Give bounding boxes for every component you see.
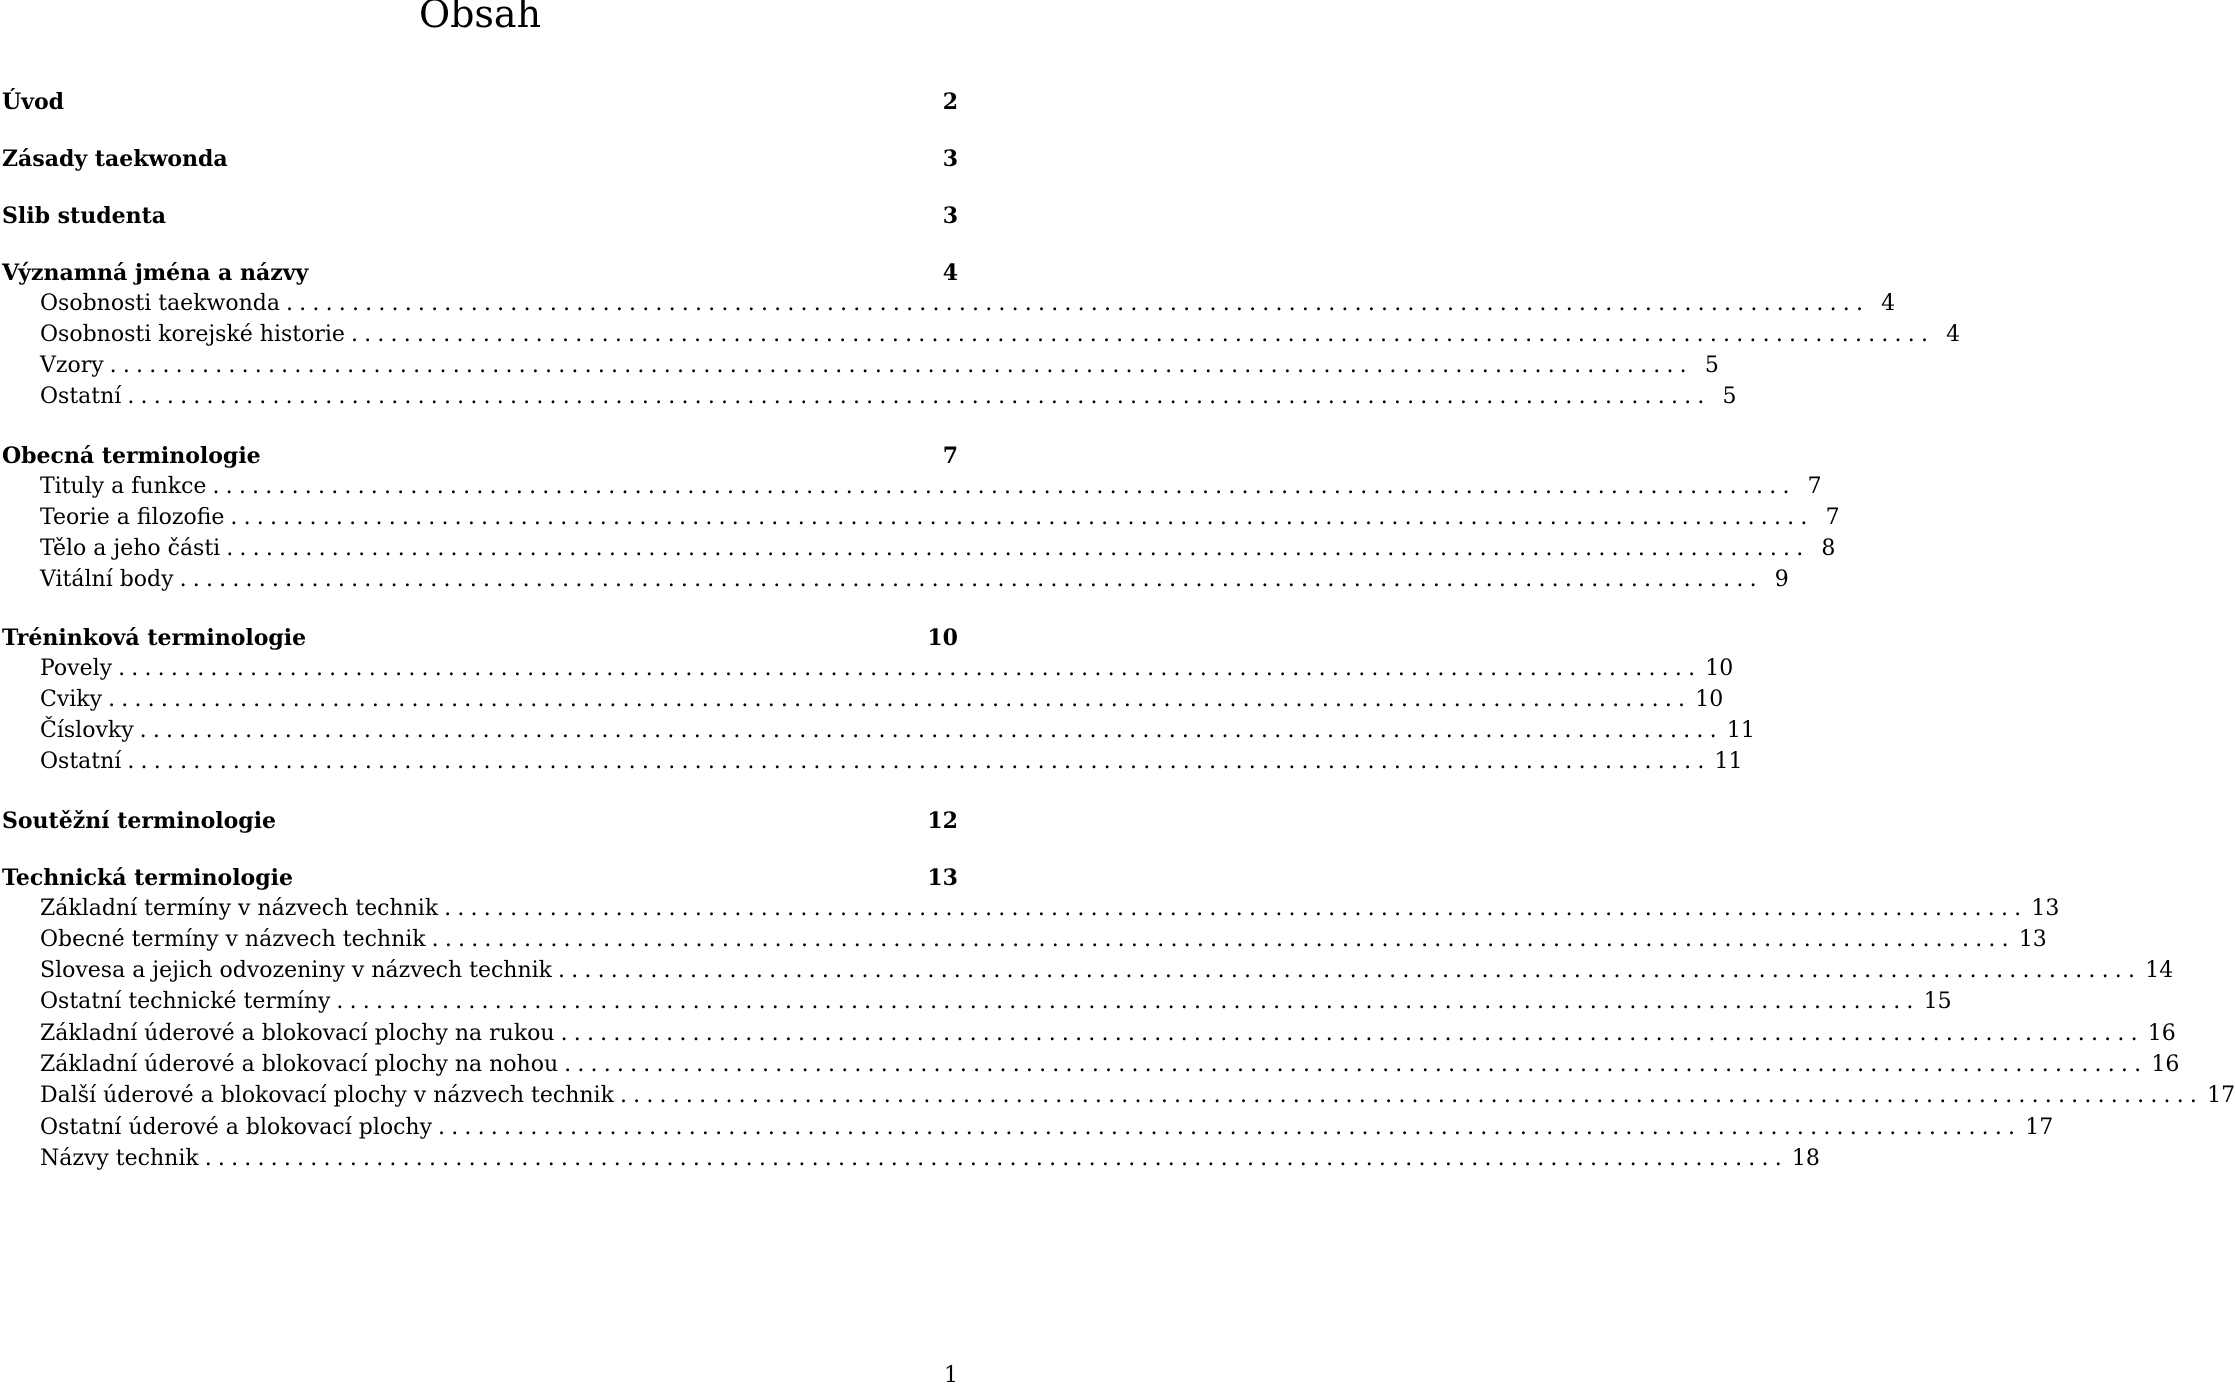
toc-leader-dots: ........................................................................................................................ (179, 567, 1763, 592)
toc-entry-title: Cviky (40, 687, 103, 712)
toc-entry-page: 18 (1791, 1146, 1820, 1171)
toc-entry-page: 13 (2018, 927, 2047, 952)
toc-leader-dots: ........................................................................................................................ (230, 505, 1814, 530)
toc-entry-page: 5 (1722, 384, 1737, 409)
toc-leader-dots: ........................................................................................................................ (558, 958, 2142, 983)
toc-entry-page: 11 (1714, 749, 1743, 774)
toc-entry[interactable] (40, 1050, 2180, 1080)
toc-leader-dots: ........................................................................................................................ (204, 1146, 1788, 1171)
toc-leader-dots: ........................................................................................................................ (350, 322, 1935, 347)
toc-entry[interactable] (40, 1081, 2235, 1111)
page-title: Obsah (418, 0, 542, 36)
toc-entry-title: Obecné termíny v názvech technik (40, 927, 426, 952)
toc-entry-title: Ostatní (40, 384, 122, 409)
toc-section-page: 3 (942, 203, 958, 229)
toc-leader-dots: ........................................................................................................................ (444, 896, 2028, 921)
toc-entry-title: Povely (40, 656, 113, 681)
toc-section[interactable] (2, 87, 958, 117)
toc-section-page: 10 (927, 625, 958, 651)
toc-section[interactable] (2, 258, 958, 288)
toc-entry[interactable] (40, 1113, 2054, 1143)
toc-section-page: 12 (927, 808, 958, 834)
toc-entry-title: Teorie a filozofie (40, 505, 225, 530)
toc-entry[interactable] (40, 747, 1743, 777)
toc-entry-title: Ostatní (40, 749, 122, 774)
toc-entry-page: 7 (1807, 474, 1822, 499)
toc-entry[interactable] (40, 956, 2174, 986)
toc-entry[interactable] (40, 1019, 2176, 1049)
toc-leader-dots: ........................................................................................................................ (139, 718, 1723, 743)
toc-leader-dots: ........................................................................................................................ (118, 656, 1702, 681)
toc-entry-page: 9 (1774, 567, 1789, 592)
toc-leader-dots: ........................................................................................................................ (438, 1115, 2022, 1140)
toc-section-title: Slib studenta (2, 203, 166, 229)
toc-entry-title: Názvy technik (40, 1146, 199, 1171)
toc-entry-title: Tituly a funkce (40, 474, 207, 499)
toc-entry-title: Ostatní technické termíny (40, 989, 331, 1014)
toc-section[interactable] (2, 623, 958, 653)
toc-entry[interactable] (40, 654, 1734, 684)
toc-section[interactable] (2, 441, 958, 471)
toc-entry-page: 4 (1946, 322, 1961, 347)
toc-leader-dots: ........................................................................................................................ (109, 353, 1693, 378)
toc-entry[interactable] (40, 894, 2060, 924)
toc-leader-dots: ........................................................................................................................ (431, 927, 2015, 952)
toc-entry-title: Tělo a jeho části (40, 536, 221, 561)
toc-entry[interactable] (40, 351, 1719, 381)
toc-entry-page: 15 (1923, 989, 1952, 1014)
toc-entry-title: Slovesa a jejich odvozeniny v názvech technik (40, 958, 553, 983)
toc-leader-dots: ........................................................................................................................ (108, 687, 1692, 712)
toc-entry-page: 7 (1825, 505, 1840, 530)
toc-entry-title: Osobnosti korejské historie (40, 322, 345, 347)
toc-entry-title: Další úderové a blokovací plochy v názvech technik (40, 1083, 614, 1108)
toc-entry-page: 10 (1695, 687, 1724, 712)
toc-entry[interactable] (40, 289, 1896, 319)
toc-leader-dots: ........................................................................................................................ (285, 291, 1870, 316)
toc-leader-dots: ........................................................................................................................ (212, 474, 1796, 499)
toc-section-title: Významná jména a názvy (2, 260, 309, 286)
toc-section-title: Úvod (2, 89, 65, 115)
toc-entry[interactable] (40, 534, 1836, 564)
toc-entry-title: Základní úderové a blokovací plochy na nohou (40, 1052, 559, 1077)
toc-entry-page: 17 (2025, 1115, 2054, 1140)
toc-leader-dots: ........................................................................................................................ (564, 1052, 2148, 1077)
toc-entry-title: Vitální body (40, 567, 174, 592)
toc-section-title: Zásady taekwonda (2, 146, 228, 172)
toc-entry-title: Číslovky (40, 718, 134, 743)
toc-entry[interactable] (40, 1144, 1820, 1174)
toc-entry-page: 17 (2207, 1083, 2235, 1108)
toc-entry[interactable] (40, 716, 1755, 746)
toc-section-title: Tréninková terminologie (2, 625, 307, 651)
toc-entry-page: 8 (1821, 536, 1836, 561)
toc-section-page: 4 (942, 260, 958, 286)
toc-section-title: Obecná terminologie (2, 443, 261, 469)
toc-entry-title: Osobnosti taekwonda (40, 291, 280, 316)
toc-entry-page: 5 (1704, 353, 1719, 378)
toc-section[interactable] (2, 863, 958, 893)
toc-section-page: 13 (927, 865, 958, 891)
toc-entry-title: Ostatní úderové a blokovací plochy (40, 1115, 433, 1140)
toc-entry[interactable] (40, 925, 2047, 955)
toc-entry[interactable] (40, 503, 1840, 533)
toc-section[interactable] (2, 806, 958, 836)
toc-leader-dots: ........................................................................................................................ (226, 536, 1810, 561)
toc-entry[interactable] (40, 565, 1789, 595)
toc-section-page: 3 (942, 146, 958, 172)
toc-section-page: 7 (942, 443, 958, 469)
toc-section[interactable] (2, 144, 958, 174)
toc-entry-title: Základní termíny v názvech technik (40, 896, 439, 921)
page-number: 1 (944, 1363, 958, 1388)
toc-entry-title: Základní úderové a blokovací plochy na rukou (40, 1021, 555, 1046)
toc-entry[interactable] (40, 987, 1952, 1017)
toc-section[interactable] (2, 201, 958, 231)
toc-entry[interactable] (40, 472, 1822, 502)
toc-leader-dots: ........................................................................................................................ (560, 1021, 2144, 1046)
toc-entry[interactable] (40, 382, 1737, 412)
toc-entry-page: 13 (2031, 896, 2060, 921)
toc-entry-page: 14 (2145, 958, 2174, 983)
toc-entry[interactable] (40, 685, 1724, 715)
toc-entry-page: 4 (1881, 291, 1896, 316)
toc-entry-page: 10 (1705, 656, 1734, 681)
toc-entry-title: Vzory (40, 353, 104, 378)
toc-section-page: 2 (942, 89, 958, 115)
toc-entry-page: 16 (2151, 1052, 2180, 1077)
toc-entry[interactable] (40, 320, 1961, 350)
toc-leader-dots: ........................................................................................................................ (619, 1083, 2204, 1108)
toc-entry-page: 16 (2147, 1021, 2176, 1046)
toc-leader-dots: ........................................................................................................................ (127, 749, 1711, 774)
toc-section-title: Soutěžní terminologie (2, 808, 277, 834)
toc-leader-dots: ........................................................................................................................ (127, 384, 1711, 409)
toc-section-title: Technická terminologie (2, 865, 293, 891)
toc-entry-page: 11 (1726, 718, 1755, 743)
toc-leader-dots: ........................................................................................................................ (336, 989, 1920, 1014)
